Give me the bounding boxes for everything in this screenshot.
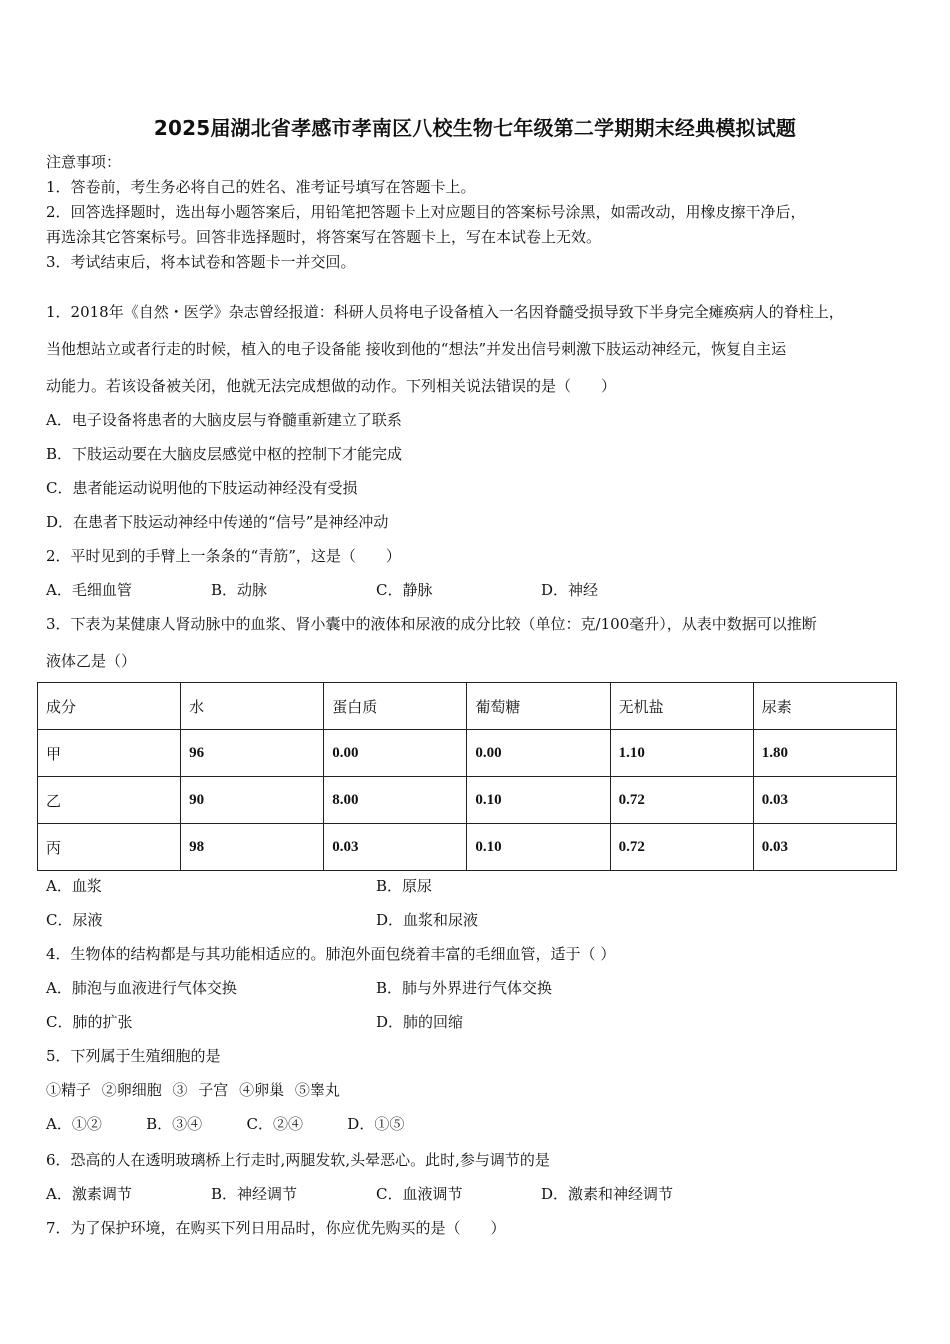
q4-options-row — [46, 1012, 463, 1032]
notice-line: 3．考试结束后，将本试卷和答题卡一并交回。 — [46, 253, 356, 271]
q1-option-b: B．下肢运动要在大脑皮层感觉中枢的控制下才能完成 — [46, 445, 403, 463]
table-row — [38, 730, 897, 777]
q2-option-b: B．动脉 — [211, 581, 268, 599]
q5-option-a: A．①② — [46, 1115, 102, 1133]
table-cell: 0.03 — [324, 824, 467, 871]
q1-option-d: D．在患者下肢运动神经中传递的“信号”是神经冲动 — [46, 513, 389, 531]
table-header-cell: 水 — [181, 683, 324, 730]
q6-option-c: C．血液调节 — [376, 1185, 463, 1203]
notice-line: 2．回答选择题时，选出每小题答案后，用铅笔把答题卡上对应题目的答案标号涂黑，如需改动，用橡皮擦干净后， — [46, 203, 806, 221]
q2-option-a: A．毛细血管 — [46, 581, 132, 599]
q6-option-a: A．激素调节 — [46, 1185, 132, 1203]
q6-stem: 6．恐高的人在透明玻璃桥上行走时,两腿发软,头晕恶心。此时,参与调节的是 — [46, 1151, 550, 1169]
table-header-cell: 成分 — [38, 683, 181, 730]
q5-stem: 5．下列属于生殖细胞的是 — [46, 1047, 221, 1065]
notice-line: 再选涂其它答案标号。回答非选择题时，将答案写在答题卡上，写在本试卷上无效。 — [46, 228, 602, 246]
q3-data-table — [37, 682, 897, 871]
table-cell: 0.72 — [610, 777, 753, 824]
q6-option-d: D．激素和神经调节 — [541, 1185, 674, 1203]
q1-option-c: C．患者能运动说明他的下肢运动神经没有受损 — [46, 479, 358, 497]
table-header-cell: 无机盐 — [610, 683, 753, 730]
table-cell: 0.10 — [467, 777, 610, 824]
q3-options-row — [46, 876, 432, 896]
table-cell: 0.10 — [467, 824, 610, 871]
table-cell: 0.03 — [753, 824, 896, 871]
table-row — [38, 777, 897, 824]
q4-options-row — [46, 978, 552, 998]
table-cell: 1.80 — [753, 730, 896, 777]
q1-stem-line: 当他想站立或者行走的时候，植入的电子设备能 接收到他的“想法”并发出信号刺激下肢运动神经元，恢复自主运 — [46, 340, 787, 358]
q5-option-d: D．①⑤ — [347, 1115, 405, 1133]
q3-stem-line: 3．下表为某健康人肾动脉中的血浆、肾小囊中的液体和尿液的成分比较（单位：克/100毫升），从表中数据可以推断 — [46, 615, 817, 633]
page-title: 2025届湖北省孝感市孝南区八校生物七年级第二学期期末经典模拟试题 — [153, 116, 797, 140]
q4-option-b: B．肺与外界进行气体交换 — [376, 979, 553, 997]
table-header-cell: 尿素 — [753, 683, 896, 730]
table-cell: 8.00 — [324, 777, 467, 824]
notice-heading: 注意事项： — [46, 153, 122, 171]
q3-option-c: C．尿液 — [46, 911, 103, 929]
table-cell: 96 — [181, 730, 324, 777]
q4-option-c: C．肺的扩张 — [46, 1013, 133, 1031]
q5-items: ①精子 ②卵细胞 ③ 子宫 ④卵巢 ⑤睾丸 — [46, 1081, 340, 1099]
q2-options — [46, 580, 598, 600]
q4-option-a: A．肺泡与血液进行气体交换 — [46, 979, 237, 997]
table-cell: 0.00 — [324, 730, 467, 777]
table-row-label: 丙 — [38, 824, 181, 871]
q1-stem-line: 1．2018年《自然・医学》杂志曾经报道：科研人员将电子设备植入一名因脊髓受损导致下半身完全瘫痪病人的脊柱上， — [46, 303, 844, 321]
table-cell: 0.03 — [753, 777, 896, 824]
table-row-label: 乙 — [38, 777, 181, 824]
q6-options — [46, 1184, 673, 1204]
table-row-label: 甲 — [38, 730, 181, 777]
q3-stem-line: 液体乙是（） — [46, 652, 137, 670]
q2-option-c: C．静脉 — [376, 581, 433, 599]
table-cell: 90 — [181, 777, 324, 824]
table-row — [38, 824, 897, 871]
q5-options — [46, 1114, 404, 1134]
table-cell: 0.00 — [467, 730, 610, 777]
q5-option-c: C．②④ — [246, 1115, 303, 1133]
q5-option-b: B．③④ — [146, 1115, 203, 1133]
q6-option-b: B．神经调节 — [211, 1185, 298, 1203]
table-header-row — [38, 683, 897, 730]
q7-stem: 7．为了保护环境，在购买下列日用品时，你应优先购买的是（ ） — [46, 1219, 506, 1237]
q3-option-a: A．血浆 — [46, 877, 102, 895]
q3-option-b: B．原尿 — [376, 877, 433, 895]
notice-line: 1．答卷前，考生务必将自己的姓名、准考证号填写在答题卡上。 — [46, 178, 476, 196]
q4-stem: 4．生物体的结构都是与其功能相适应的。肺泡外面包绕着丰富的毛细血管，适于（ ） — [46, 945, 616, 963]
q2-option-d: D．神经 — [541, 581, 599, 599]
q3-option-d: D．血浆和尿液 — [376, 911, 479, 929]
q2-stem: 2．平时见到的手臂上一条条的“青筋”，这是（ ） — [46, 547, 401, 565]
q1-option-a: A．电子设备将患者的大脑皮层与脊髓重新建立了联系 — [46, 411, 402, 429]
table-header-cell: 葡萄糖 — [467, 683, 610, 730]
table-cell: 1.10 — [610, 730, 753, 777]
table-cell: 98 — [181, 824, 324, 871]
q4-option-d: D．肺的回缩 — [376, 1013, 464, 1031]
table-cell: 0.72 — [610, 824, 753, 871]
q3-options-row — [46, 910, 478, 930]
q1-stem-line: 动能力。若该设备被关闭，他就无法完成想做的动作。下列相关说法错误的是（ ） — [46, 377, 617, 395]
table-header-cell: 蛋白质 — [324, 683, 467, 730]
